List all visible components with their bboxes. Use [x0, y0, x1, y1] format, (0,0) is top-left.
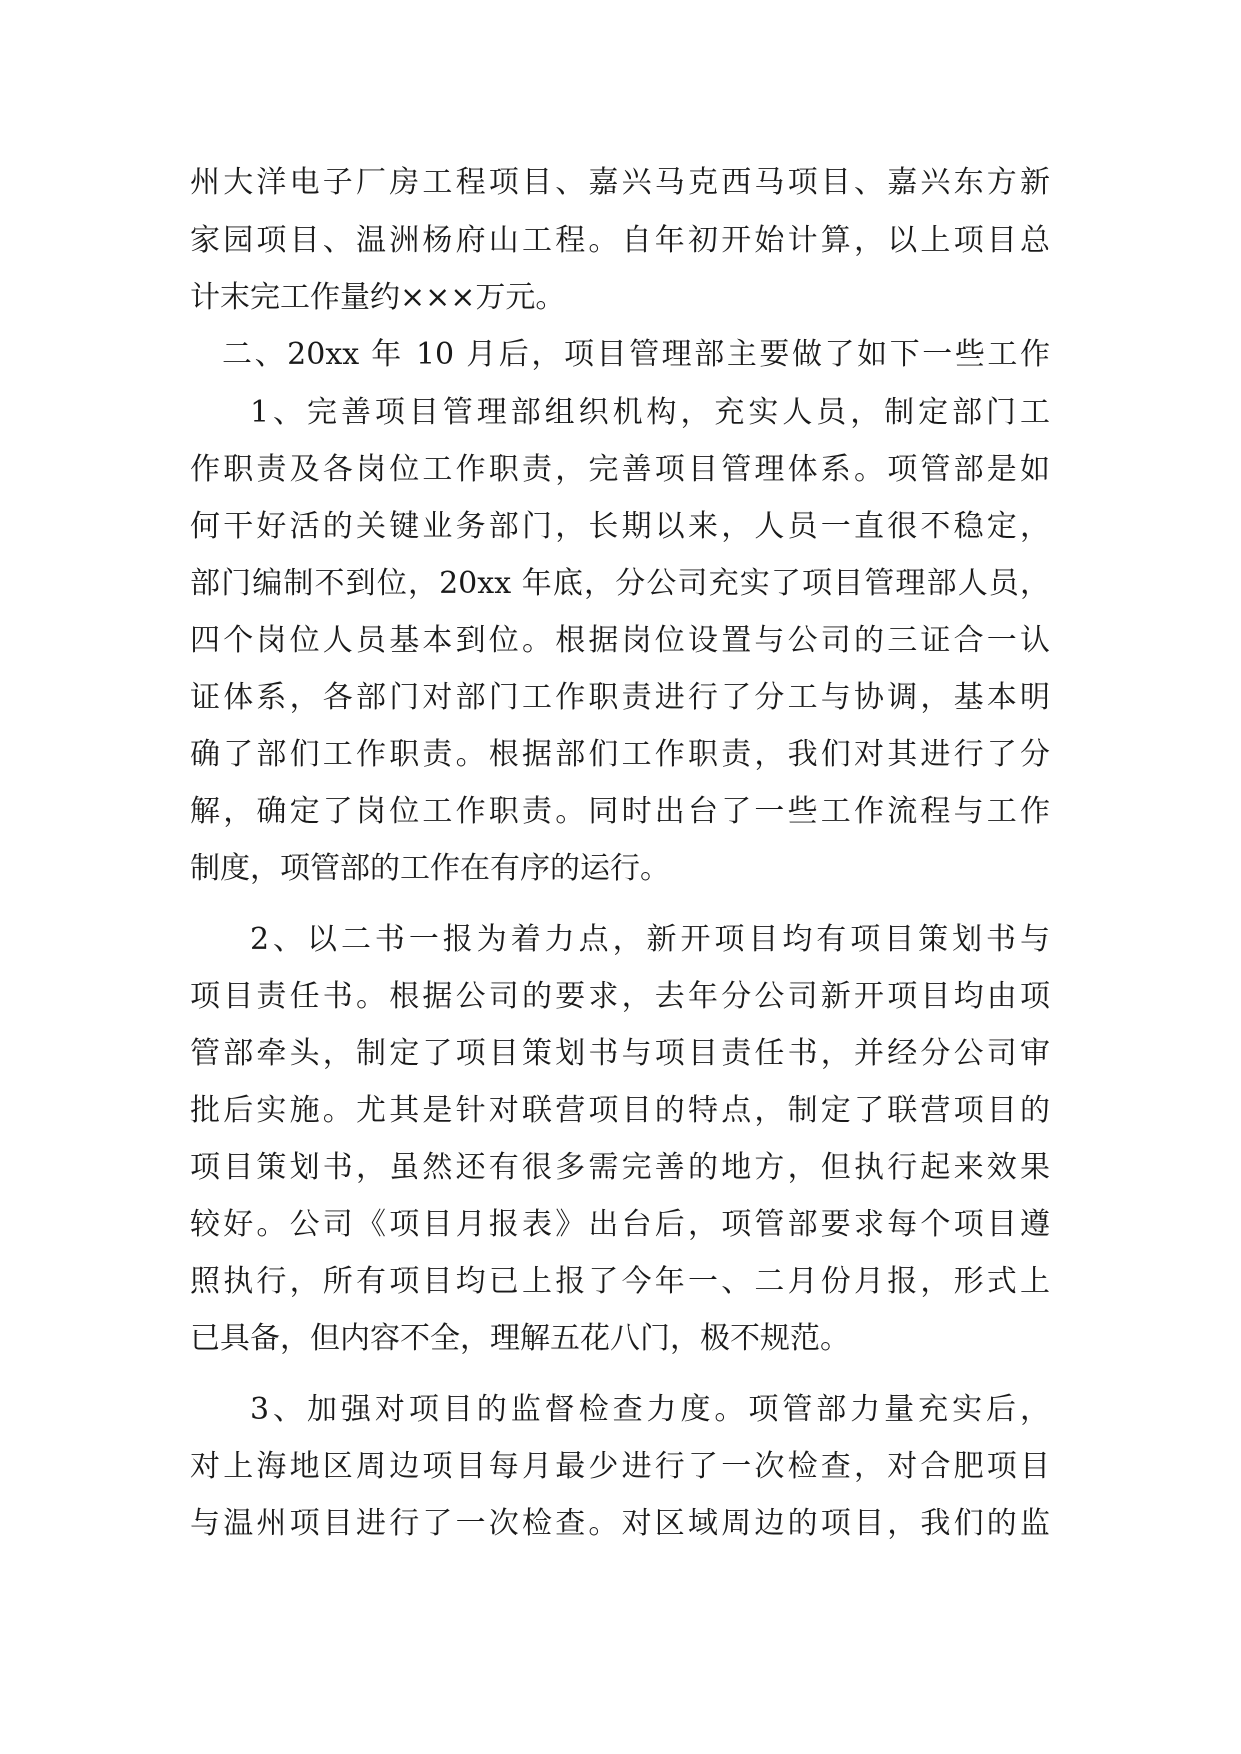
text-line: 3、加强对项目的监督检查力度。项管部力量充实后， — [250, 1392, 1050, 1427]
text-line: 照执行，所有项目均已上报了今年一、二月份月报，形式上 — [190, 1264, 1050, 1299]
text-line: 批后实施。尤其是针对联营项目的特点，制定了联营项目的 — [190, 1093, 1050, 1128]
text-line: 制度，项管部的工作在有序的运行。 — [190, 851, 670, 886]
text-line: 与温州项目进行了一次检查。对区域周边的项目，我们的监 — [190, 1506, 1050, 1541]
text-line: 管部牵头，制定了项目策划书与项目责任书，并经分公司审 — [190, 1036, 1050, 1071]
text-line: 已具备，但内容不全，理解五花八门，极不规范。 — [190, 1321, 850, 1356]
text-line: 部门编制不到位，20xx 年底，分公司充实了项目管理部人员， — [190, 566, 1050, 601]
text-line: 四个岗位人员基本到位。根据岗位设置与公司的三证合一认 — [190, 623, 1050, 658]
text-line: 解，确定了岗位工作职责。同时出台了一些工作流程与工作 — [190, 794, 1050, 829]
text-line: 较好。公司《项目月报表》出台后，项管部要求每个项目遵 — [190, 1207, 1050, 1242]
text-line: 作职责及各岗位工作职责，完善项目管理体系。项管部是如 — [190, 452, 1050, 487]
text-line: 确了部们工作职责。根据部们工作职责，我们对其进行了分 — [190, 737, 1050, 772]
section-heading: 二、20xx 年 10 月后，项目管理部主要做了如下一些工作 — [222, 337, 1050, 372]
text-line: 何干好活的关键业务部门，长期以来，人员一直很不稳定， — [190, 509, 1050, 544]
text-line: 项目责任书。根据公司的要求，去年分公司新开项目均由项 — [190, 979, 1050, 1014]
text-line: 证体系，各部门对部门工作职责进行了分工与协调，基本明 — [190, 680, 1050, 715]
text-line: 项目策划书，虽然还有很多需完善的地方，但执行起来效果 — [190, 1150, 1050, 1185]
text-line: 1、完善项目管理部组织机构，充实人员，制定部门工 — [250, 395, 1050, 430]
text-line: 对上海地区周边项目每月最少进行了一次检查，对合肥项目 — [190, 1449, 1050, 1484]
text-line: 州大洋电子厂房工程项目、嘉兴马克西马项目、嘉兴东方新 — [190, 165, 1050, 200]
text-line: 2、以二书一报为着力点，新开项目均有项目策划书与 — [250, 922, 1050, 957]
text-line: 计末完工作量约×××万元。 — [190, 280, 566, 315]
text-line: 家园项目、温洲杨府山工程。自年初开始计算，以上项目总 — [190, 223, 1050, 258]
